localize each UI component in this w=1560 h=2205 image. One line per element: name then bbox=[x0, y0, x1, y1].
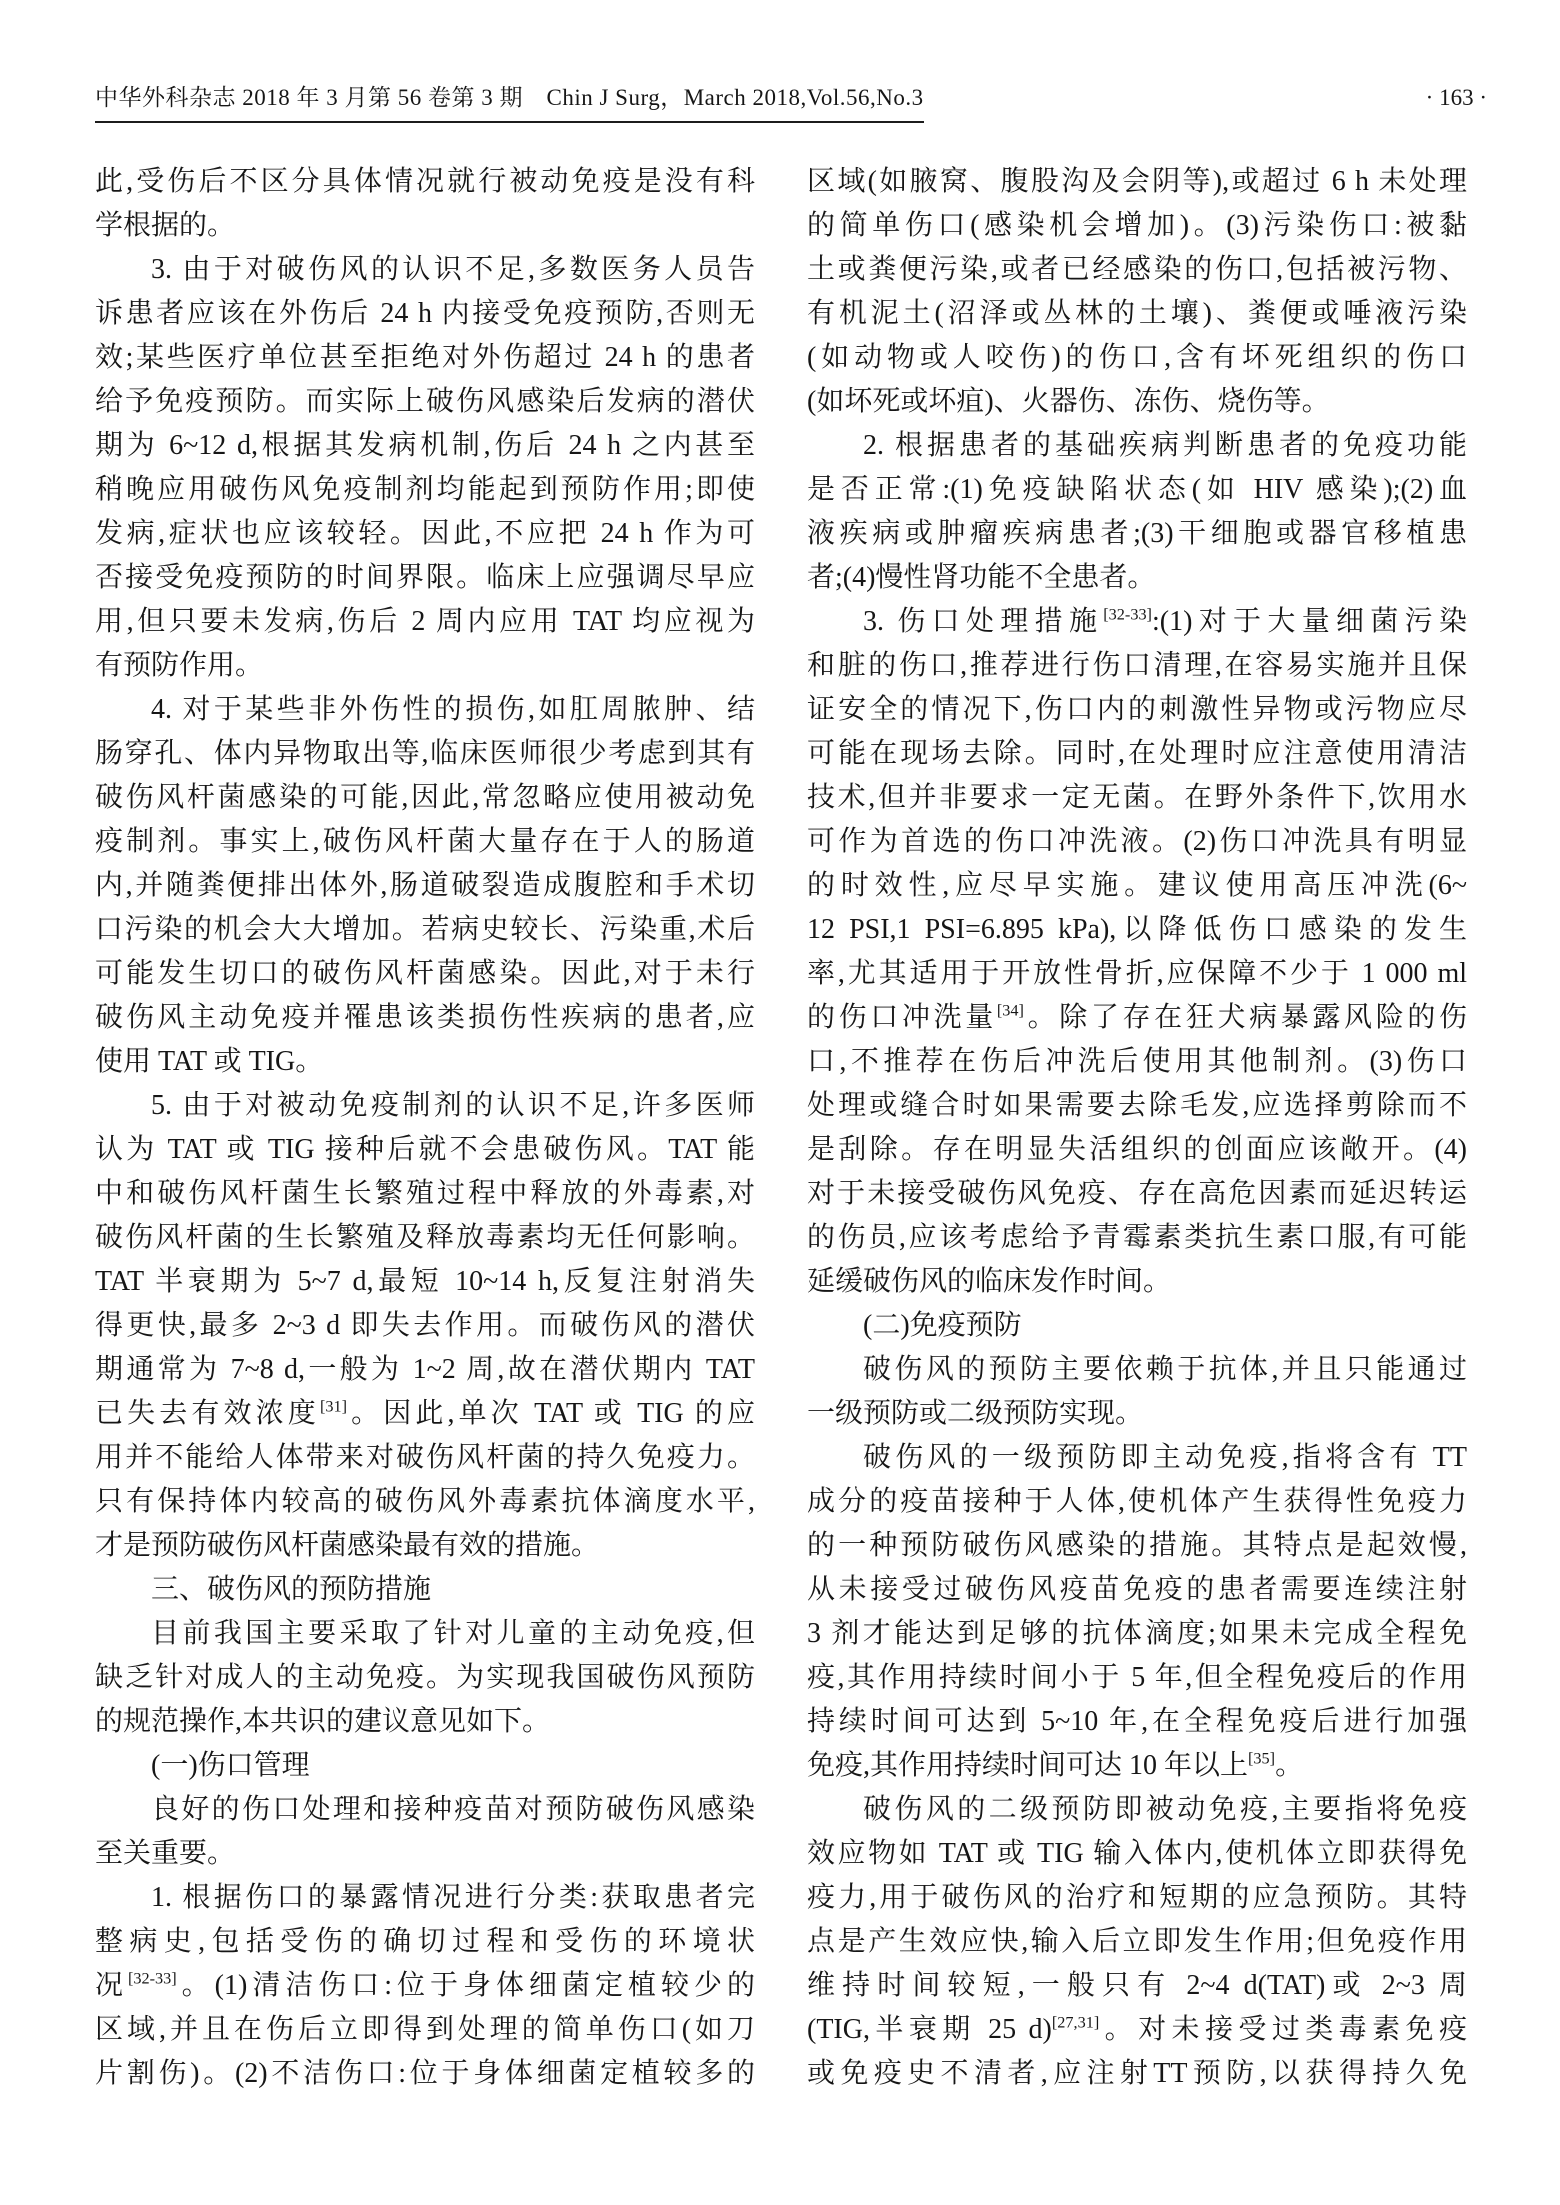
text-line: 发病,症状也应该较轻。因此,不应把 24 h 作为可 bbox=[95, 518, 755, 549]
text-line: 用,但只要未发病,伤后 2 周内应用 TAT 均应视为 bbox=[95, 606, 755, 637]
text-line: 破伤风杆菌的生长繁殖及释放毒素均无任何影响。 bbox=[95, 1222, 755, 1253]
text-line: 只有保持体内较高的破伤风外毒素抗体滴度水平, bbox=[95, 1486, 755, 1517]
text-line: 疫,其作用持续时间小于 5 年,但全程免疫后的作用 bbox=[807, 1662, 1467, 1693]
text-line: 是刮除。存在明显失活组织的创面应该敞开。(4) bbox=[807, 1134, 1467, 1165]
text-line: 的一种预防破伤风感染的措施。其特点是起效慢, bbox=[807, 1530, 1467, 1561]
text-line: 的规范操作,本共识的建议意见如下。 bbox=[95, 1706, 551, 1737]
text-line: 或免疫史不清者,应注射TT预防,以获得持久免 bbox=[807, 2058, 1467, 2089]
text-line: 破伤风的预防主要依赖于抗体,并且只能通过 bbox=[863, 1354, 1467, 1385]
text-line: 良好的伤口处理和接种疫苗对预防破伤风感染 bbox=[151, 1794, 755, 1825]
text-line: 4. 对于某些非外伤性的损伤,如肛周脓肿、结 bbox=[151, 694, 755, 725]
right-text-column bbox=[807, 160, 1467, 2096]
text-line: 得更快,最多 2~3 d 即失去作用。而破伤风的潜伏 bbox=[95, 1310, 755, 1341]
text-line: 肠穿孔、体内异物取出等,临床医师很少考虑到其有 bbox=[95, 738, 755, 769]
text-line: 才是预防破伤风杆菌感染最有效的措施。 bbox=[95, 1530, 600, 1561]
text-line: 对于未接受破伤风免疫、存在高危因素而延迟转运 bbox=[807, 1178, 1467, 1209]
text-line: 效应物如 TAT 或 TIG 输入体内,使机体立即获得免 bbox=[807, 1838, 1467, 1869]
text-line: 率,尤其适用于开放性骨折,应保障不少于 1 000 ml bbox=[807, 958, 1467, 989]
text-line: 认为 TAT 或 TIG 接种后就不会患破伤风。TAT 能 bbox=[95, 1134, 755, 1165]
text-line: 至关重要。 bbox=[95, 1838, 236, 1869]
text-line: 疫制剂。事实上,破伤风杆菌大量存在于人的肠道 bbox=[95, 826, 755, 857]
citation-ref: [31] bbox=[319, 1397, 347, 1416]
text-line: 5. 由于对被动免疫制剂的认识不足,许多医师 bbox=[151, 1090, 755, 1121]
page-header bbox=[95, 84, 1487, 123]
text-line: 的伤口冲洗量[34]。除了存在狂犬病暴露风险的伤 bbox=[807, 1001, 1467, 1033]
text-line: 破伤风主动免疫并罹患该类损伤性疾病的患者,应 bbox=[95, 1002, 755, 1033]
text-line: (TIG,半衰期 25 d)[27,31]。对未接受过类毒素免疫 bbox=[807, 2013, 1467, 2045]
text-line: 可能在现场去除。同时,在处理时应注意使用清洁 bbox=[807, 738, 1467, 769]
text-line: 成分的疫苗接种于人体,使机体产生获得性免疫力 bbox=[807, 1486, 1467, 1517]
text-line: 和脏的伤口,推荐进行伤口清理,在容易实施并且保 bbox=[807, 650, 1467, 681]
text-line: 目前我国主要采取了针对儿童的主动免疫,但 bbox=[151, 1618, 755, 1649]
text-line: 有机泥土(沼泽或丛林的土壤)、粪便或唾液污染 bbox=[807, 298, 1467, 329]
text-line: 区域(如腋窝、腹股沟及会阴等),或超过 6 h 未处理 bbox=[807, 166, 1467, 197]
text-line: 整病史,包括受伤的确切过程和受伤的环境状 bbox=[95, 1926, 755, 1957]
text-line: 有预防作用。 bbox=[95, 650, 264, 681]
text-line: 的时效性,应尽早实施。建议使用高压冲洗(6~ bbox=[807, 870, 1467, 901]
text-line: TAT 半衰期为 5~7 d,最短 10~14 h,反复注射消失 bbox=[95, 1266, 755, 1297]
text-line: 缺乏针对成人的主动免疫。为实现我国破伤风预防 bbox=[95, 1662, 755, 1693]
text-line: 的简单伤口(感染机会增加)。(3)污染伤口:被黏 bbox=[807, 210, 1467, 241]
text-line: 维持时间较短,一般只有 2~4 d(TAT)或 2~3 周 bbox=[807, 1970, 1467, 2001]
text-line: 效;某些医疗单位甚至拒绝对外伤超过 24 h 的患者 bbox=[95, 342, 755, 373]
text-line: 可能发生切口的破伤风杆菌感染。因此,对于未行 bbox=[95, 958, 755, 989]
text-line: 疫力,用于破伤风的治疗和短期的应急预防。其特 bbox=[807, 1882, 1467, 1913]
text-line: 诉患者应该在外伤后 24 h 内接受免疫预防,否则无 bbox=[95, 298, 755, 329]
text-line: 片割伤)。(2)不洁伤口:位于身体细菌定植较多的 bbox=[95, 2058, 755, 2089]
text-line: 破伤风的一级预防即主动免疫,指将含有 TT bbox=[863, 1442, 1467, 1473]
text-line: 中和破伤风杆菌生长繁殖过程中释放的外毒素,对 bbox=[95, 1178, 755, 1209]
text-line: 3 剂才能达到足够的抗体滴度;如果未完成全程免 bbox=[807, 1618, 1467, 1649]
text-line: 三、破伤风的预防措施 bbox=[151, 1574, 432, 1605]
text-line: 1. 根据伤口的暴露情况进行分类:获取患者完 bbox=[151, 1882, 755, 1913]
text-line: 从未接受过破伤风疫苗免疫的患者需要连续注射 bbox=[807, 1574, 1467, 1605]
text-line: 况[32-33]。(1)清洁伤口:位于身体细菌定植较少的 bbox=[95, 1969, 755, 2001]
text-line: 已失去有效浓度[31]。因此,单次 TAT 或 TIG 的应 bbox=[95, 1397, 755, 1429]
text-line: 内,并随粪便排出体外,肠道破裂造成腹腔和手术切 bbox=[95, 870, 755, 901]
text-line: 液疾病或肿瘤疾病患者;(3)干细胞或器官移植患 bbox=[807, 518, 1467, 549]
text-line: (二)免疫预防 bbox=[863, 1310, 1022, 1341]
text-line: 免疫,其作用持续时间可达 10 年以上[35]。 bbox=[807, 1749, 1304, 1781]
text-line: 用并不能给人体带来对破伤风杆菌的持久免疫力。 bbox=[95, 1442, 755, 1473]
journal-title-line: 中华外科杂志 2018 年 3 月第 56 卷第 3 期 Chin J Surg，March 2018,Vol.56,No.3 bbox=[95, 84, 924, 123]
citation-ref: [32-33] bbox=[1103, 605, 1152, 624]
text-line: 否接受免疫预防的时间界限。临床上应强调尽早应 bbox=[95, 562, 755, 593]
citation-ref: [27,31] bbox=[1051, 2013, 1100, 2032]
text-line: 口,不推荐在伤后冲洗后使用其他制剂。(3)伤口 bbox=[807, 1046, 1467, 1077]
text-line: 的伤员,应该考虑给予青霉素类抗生素口服,有可能 bbox=[807, 1222, 1467, 1253]
text-line: 稍晚应用破伤风免疫制剂均能起到预防作用;即使 bbox=[95, 474, 755, 505]
page-number: · 163 · bbox=[1425, 85, 1487, 110]
text-line: 处理或缝合时如果需要去除毛发,应选择剪除而不 bbox=[807, 1090, 1467, 1121]
text-line: 使用 TAT 或 TIG。 bbox=[95, 1046, 324, 1077]
text-line: 此,受伤后不区分具体情况就行被动免疫是没有科 bbox=[95, 166, 755, 197]
text-line: 持续时间可达到 5~10 年,在全程免疫后进行加强 bbox=[807, 1706, 1467, 1737]
text-line: 12 PSI,1 PSI=6.895 kPa),以降低伤口感染的发生 bbox=[807, 914, 1467, 945]
text-line: 破伤风的二级预防即被动免疫,主要指将免疫 bbox=[863, 1794, 1467, 1825]
text-line: 区域,并且在伤后立即得到处理的简单伤口(如刀 bbox=[95, 2014, 755, 2045]
text-line: 者;(4)慢性肾功能不全患者。 bbox=[807, 562, 1156, 593]
text-line: 技术,但并非要求一定无菌。在野外条件下,饮用水 bbox=[807, 782, 1467, 813]
left-text-column bbox=[95, 160, 755, 2096]
text-line: 2. 根据患者的基础疾病判断患者的免疫功能 bbox=[863, 430, 1467, 461]
text-line: 证安全的情况下,伤口内的刺激性异物或污物应尽 bbox=[807, 694, 1467, 725]
citation-ref: [32-33] bbox=[128, 1969, 177, 1988]
text-line: 3. 由于对破伤风的认识不足,多数医务人员告 bbox=[151, 254, 755, 285]
text-line: 土或粪便污染,或者已经感染的伤口,包括被污物、 bbox=[807, 254, 1467, 285]
text-line: 学根据的。 bbox=[95, 210, 236, 241]
text-line: (如动物或人咬伤)的伤口,含有坏死组织的伤口 bbox=[807, 342, 1467, 373]
text-line: 一级预防或二级预防实现。 bbox=[807, 1398, 1144, 1429]
text-line: 破伤风杆菌感染的可能,因此,常忽略应使用被动免 bbox=[95, 782, 755, 813]
text-line: 期为 6~12 d,根据其发病机制,伤后 24 h 之内甚至 bbox=[95, 430, 755, 461]
text-line: 3. 伤口处理措施[32-33]:(1)对于大量细菌污染 bbox=[863, 605, 1467, 637]
text-line: (一)伤口管理 bbox=[151, 1750, 310, 1781]
text-line: 期通常为 7~8 d,一般为 1~2 周,故在潜伏期内 TAT bbox=[95, 1354, 755, 1385]
citation-ref: [35] bbox=[1248, 1749, 1276, 1768]
text-line: 口污染的机会大大增加。若病史较长、污染重,术后 bbox=[95, 914, 755, 945]
text-line: 是否正常:(1)免疫缺陷状态(如 HIV 感染);(2)血 bbox=[807, 474, 1467, 505]
text-line: 给予免疫预防。而实际上破伤风感染后发病的潜伏 bbox=[95, 386, 755, 417]
text-line: 可作为首选的伤口冲洗液。(2)伤口冲洗具有明显 bbox=[807, 826, 1467, 857]
citation-ref: [34] bbox=[996, 1001, 1024, 1020]
text-line: 延缓破伤风的临床发作时间。 bbox=[807, 1266, 1172, 1297]
text-line: (如坏死或坏疽)、火器伤、冻伤、烧伤等。 bbox=[807, 386, 1330, 417]
text-line: 点是产生效应快,输入后立即发生作用;但免疫作用 bbox=[807, 1926, 1467, 1957]
